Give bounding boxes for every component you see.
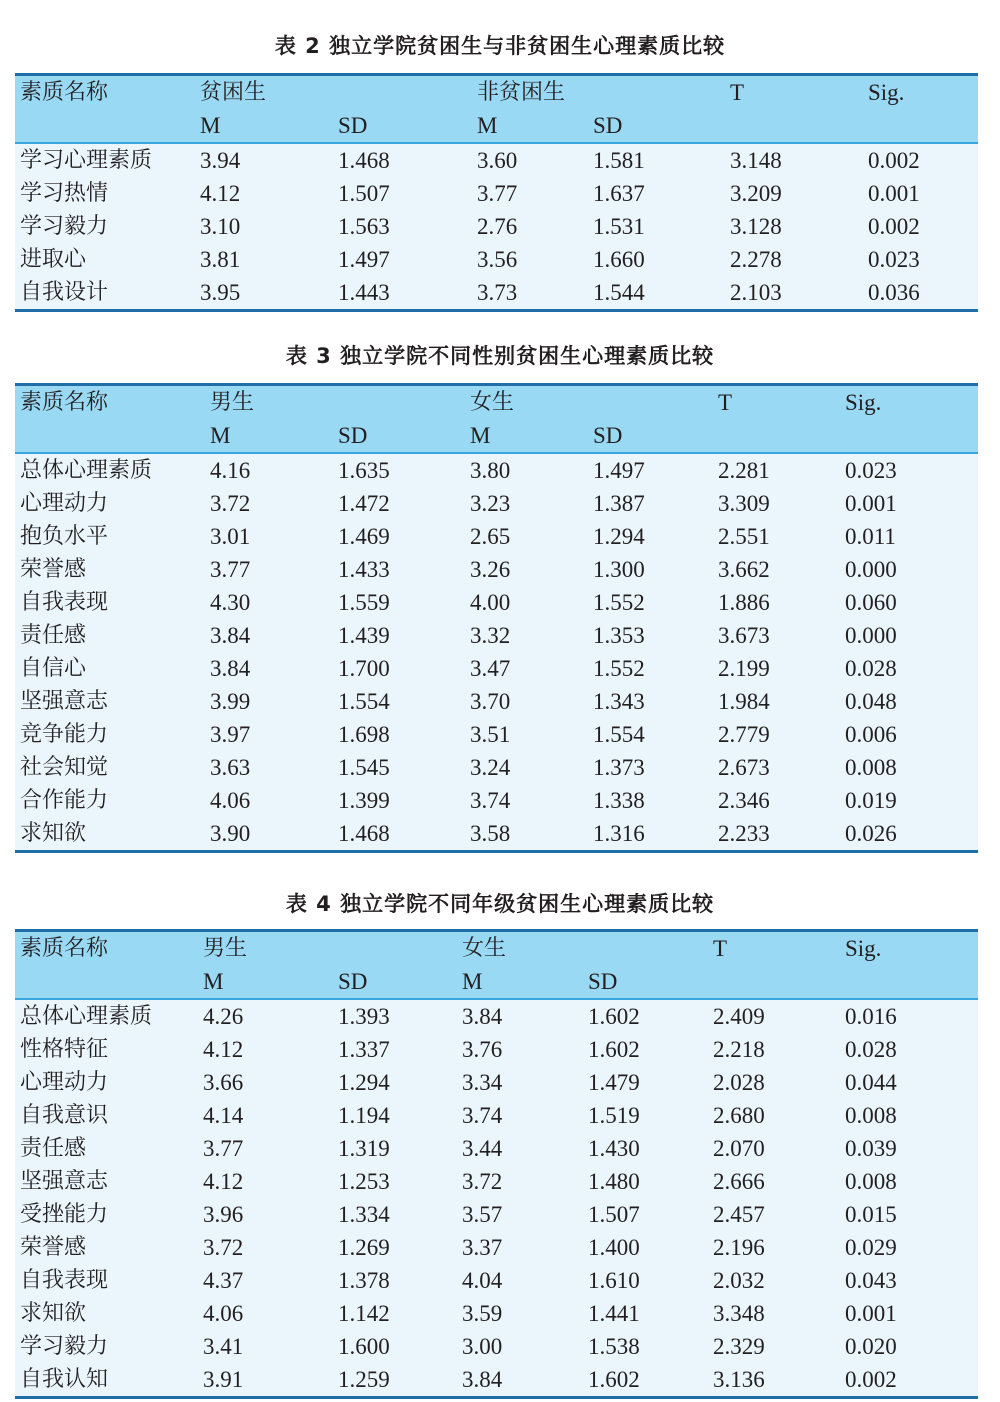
cell-sd2: 1.552	[593, 590, 645, 615]
table-row	[15, 177, 978, 210]
table-body	[15, 144, 978, 309]
table-row	[15, 718, 978, 751]
cell-m2: 3.76	[462, 1037, 503, 1062]
cell-name: 自信心	[20, 656, 87, 681]
table-row	[15, 1099, 978, 1132]
table-row	[15, 144, 978, 177]
cell-m2: 4.00	[470, 590, 511, 615]
cell-m1: 3.91	[203, 1367, 244, 1392]
cell-sd1: 1.468	[338, 148, 390, 173]
data-table	[15, 73, 978, 312]
cell-m1: 3.95	[200, 280, 241, 305]
header-group-1: 贫困生	[200, 80, 267, 105]
cell-name: 竞争能力	[20, 722, 109, 747]
cell-sd2: 1.480	[588, 1169, 640, 1194]
cell-m2: 3.74	[462, 1103, 503, 1128]
cell-name: 责任感	[20, 1136, 87, 1161]
cell-m2: 3.84	[462, 1367, 503, 1392]
table-body	[15, 454, 978, 850]
cell-m1: 3.77	[203, 1136, 244, 1161]
header-name: 素质名称	[20, 936, 109, 961]
cell-m2: 3.59	[462, 1301, 503, 1326]
cell-t: 1.984	[718, 689, 770, 714]
cell-sd2: 1.316	[593, 821, 645, 846]
table-header	[15, 932, 978, 1000]
cell-m2: 3.37	[462, 1235, 503, 1260]
table-row	[15, 1165, 978, 1198]
header-group-2: 女生	[462, 936, 507, 961]
table-row	[15, 751, 978, 784]
header-row-groups	[15, 386, 978, 419]
header-m2: M	[462, 969, 483, 994]
table-row	[15, 1198, 978, 1231]
table-caption: 表 3 独立学院不同性别贫困生心理素质比较	[285, 344, 715, 368]
cell-m2: 3.70	[470, 689, 511, 714]
cell-sd2: 1.497	[593, 458, 645, 483]
cell-sig: 0.020	[845, 1334, 897, 1359]
table-row	[15, 1231, 978, 1264]
cell-t: 2.680	[713, 1103, 765, 1128]
cell-sd1: 1.194	[338, 1103, 390, 1128]
cell-sig: 0.001	[868, 181, 920, 206]
cell-sig: 0.002	[868, 148, 920, 173]
cell-m2: 3.34	[462, 1070, 503, 1095]
cell-t: 3.136	[713, 1367, 765, 1392]
cell-m2: 3.44	[462, 1136, 503, 1161]
header-sig: Sig.	[845, 390, 882, 415]
cell-sd2: 1.441	[588, 1301, 640, 1326]
header-m1: M	[200, 113, 221, 138]
cell-sd2: 1.387	[593, 491, 645, 516]
cell-m2: 3.32	[470, 623, 511, 648]
cell-m2: 2.65	[470, 524, 511, 549]
header-sd1: SD	[338, 423, 368, 448]
cell-sd2: 1.430	[588, 1136, 640, 1161]
table-row	[15, 817, 978, 850]
cell-sd1: 1.563	[338, 214, 390, 239]
cell-m2: 3.77	[477, 181, 518, 206]
cell-name: 学习热情	[20, 181, 109, 206]
cell-sig: 0.028	[845, 656, 897, 681]
cell-t: 2.346	[718, 788, 770, 813]
header-sd1: SD	[338, 113, 368, 138]
cell-t: 3.148	[730, 148, 782, 173]
cell-t: 2.032	[713, 1268, 765, 1293]
cell-t: 3.673	[718, 623, 770, 648]
header-sd2: SD	[593, 113, 623, 138]
cell-name: 自我表现	[20, 590, 109, 615]
cell-sd2: 1.581	[593, 148, 645, 173]
cell-sd1: 1.378	[338, 1268, 390, 1293]
cell-t: 2.196	[713, 1235, 765, 1260]
cell-sd2: 1.300	[593, 557, 645, 582]
cell-sig: 0.043	[845, 1268, 897, 1293]
cell-m1: 3.96	[203, 1202, 244, 1227]
header-row-stats	[15, 965, 978, 998]
cell-sd1: 1.399	[338, 788, 390, 813]
cell-sig: 0.023	[868, 247, 920, 272]
cell-name: 自我表现	[20, 1268, 109, 1293]
table-row	[15, 652, 978, 685]
cell-name: 合作能力	[20, 788, 109, 813]
cell-sd2: 1.353	[593, 623, 645, 648]
cell-name: 心理动力	[20, 1070, 109, 1095]
cell-sd1: 1.469	[338, 524, 390, 549]
header-sig: Sig.	[868, 80, 905, 105]
cell-name: 求知欲	[20, 1301, 87, 1326]
cell-m2: 3.72	[462, 1169, 503, 1194]
header-t: T	[718, 390, 733, 415]
cell-sd2: 1.660	[593, 247, 645, 272]
table-header	[15, 76, 978, 144]
header-sd2: SD	[588, 969, 618, 994]
cell-t: 2.199	[718, 656, 770, 681]
cell-sig: 0.044	[845, 1070, 897, 1095]
header-row-groups	[15, 76, 978, 109]
cell-sd1: 1.439	[338, 623, 390, 648]
cell-m1: 4.12	[200, 181, 241, 206]
table-row	[15, 243, 978, 276]
cell-t: 3.209	[730, 181, 782, 206]
header-sd2: SD	[593, 423, 623, 448]
cell-sd2: 1.602	[588, 1004, 640, 1029]
cell-m1: 4.26	[203, 1004, 244, 1029]
table-row	[15, 619, 978, 652]
table-row	[15, 1330, 978, 1363]
header-t: T	[730, 80, 745, 105]
cell-sig: 0.000	[845, 557, 897, 582]
cell-m1: 3.41	[203, 1334, 244, 1359]
cell-sd1: 1.433	[338, 557, 390, 582]
cell-sd1: 1.497	[338, 247, 390, 272]
table-row	[15, 1363, 978, 1396]
cell-t: 2.028	[713, 1070, 765, 1095]
cell-sd1: 1.698	[338, 722, 390, 747]
cell-sd1: 1.468	[338, 821, 390, 846]
cell-name: 总体心理素质	[20, 1004, 153, 1029]
cell-sd2: 1.610	[588, 1268, 640, 1293]
cell-sig: 0.036	[868, 280, 920, 305]
table-row	[15, 487, 978, 520]
cell-sd1: 1.545	[338, 755, 390, 780]
cell-sd1: 1.600	[338, 1334, 390, 1359]
header-row-stats	[15, 419, 978, 452]
cell-m1: 4.06	[203, 1301, 244, 1326]
cell-sd2: 1.602	[588, 1367, 640, 1392]
cell-t: 2.673	[718, 755, 770, 780]
cell-m1: 4.30	[210, 590, 251, 615]
cell-m1: 3.84	[210, 656, 251, 681]
header-m1: M	[210, 423, 231, 448]
header-group-1: 男生	[203, 936, 248, 961]
cell-sd1: 1.337	[338, 1037, 390, 1062]
cell-m1: 3.90	[210, 821, 251, 846]
cell-sig: 0.039	[845, 1136, 897, 1161]
cell-sd2: 1.343	[593, 689, 645, 714]
cell-sig: 0.011	[845, 524, 896, 549]
header-sd1: SD	[338, 969, 368, 994]
header-m1: M	[203, 969, 224, 994]
header-group-2: 女生	[470, 390, 515, 415]
cell-sig: 0.002	[868, 214, 920, 239]
cell-sig: 0.008	[845, 1103, 897, 1128]
table-row	[15, 1000, 978, 1033]
header-name: 素质名称	[20, 80, 109, 105]
cell-m1: 3.94	[200, 148, 241, 173]
cell-name: 自我设计	[20, 280, 109, 305]
cell-name: 进取心	[20, 247, 87, 272]
header-name: 素质名称	[20, 390, 109, 415]
table-row	[15, 586, 978, 619]
cell-m2: 2.76	[477, 214, 518, 239]
cell-sd1: 1.294	[338, 1070, 390, 1095]
table-row	[15, 784, 978, 817]
cell-sig: 0.060	[845, 590, 897, 615]
cell-name: 自我认知	[20, 1367, 109, 1392]
cell-sd1: 1.269	[338, 1235, 390, 1260]
cell-t: 3.348	[713, 1301, 765, 1326]
cell-m2: 3.58	[470, 821, 511, 846]
cell-sig: 0.019	[845, 788, 897, 813]
cell-sig: 0.028	[845, 1037, 897, 1062]
cell-sd2: 1.294	[593, 524, 645, 549]
cell-m2: 3.73	[477, 280, 518, 305]
cell-sig: 0.006	[845, 722, 897, 747]
cell-m1: 3.81	[200, 247, 241, 272]
table-header	[15, 386, 978, 454]
cell-sd2: 1.552	[593, 656, 645, 681]
cell-m1: 3.72	[203, 1235, 244, 1260]
cell-t: 3.128	[730, 214, 782, 239]
table-row	[15, 1297, 978, 1330]
cell-name: 学习毅力	[20, 1334, 109, 1359]
cell-sd1: 1.319	[338, 1136, 390, 1161]
cell-sd1: 1.507	[338, 181, 390, 206]
cell-sd2: 1.373	[593, 755, 645, 780]
cell-name: 学习毅力	[20, 214, 109, 239]
cell-sig: 0.001	[845, 491, 897, 516]
cell-name: 荣誉感	[20, 557, 87, 582]
cell-name: 性格特征	[20, 1037, 109, 1062]
cell-t: 2.281	[718, 458, 770, 483]
cell-m2: 3.47	[470, 656, 511, 681]
cell-sd1: 1.635	[338, 458, 390, 483]
cell-m2: 3.80	[470, 458, 511, 483]
table-row	[15, 210, 978, 243]
cell-sig: 0.002	[845, 1367, 897, 1392]
cell-m2: 3.26	[470, 557, 511, 582]
cell-t: 3.309	[718, 491, 770, 516]
cell-name: 责任感	[20, 623, 87, 648]
cell-m1: 3.66	[203, 1070, 244, 1095]
cell-sd1: 1.334	[338, 1202, 390, 1227]
cell-t: 2.278	[730, 247, 782, 272]
cell-name: 受挫能力	[20, 1202, 109, 1227]
header-group-1: 男生	[210, 390, 255, 415]
cell-sd2: 1.338	[593, 788, 645, 813]
cell-sd2: 1.554	[593, 722, 645, 747]
cell-m1: 4.06	[210, 788, 251, 813]
cell-sd2: 1.531	[593, 214, 645, 239]
header-m2: M	[477, 113, 498, 138]
table-row	[15, 520, 978, 553]
cell-m1: 4.12	[203, 1169, 244, 1194]
header-row-groups	[15, 932, 978, 965]
table-row	[15, 276, 978, 309]
cell-m2: 3.51	[470, 722, 511, 747]
cell-sd1: 1.554	[338, 689, 390, 714]
cell-m1: 3.84	[210, 623, 251, 648]
cell-sig: 0.029	[845, 1235, 897, 1260]
cell-m2: 3.60	[477, 148, 518, 173]
table-caption: 表 2 独立学院贫困生与非贫困生心理素质比较	[274, 34, 726, 58]
cell-t: 2.779	[718, 722, 770, 747]
cell-sig: 0.001	[845, 1301, 897, 1326]
table-row	[15, 553, 978, 586]
cell-m2: 3.74	[470, 788, 511, 813]
cell-m1: 3.10	[200, 214, 241, 239]
cell-name: 社会知觉	[20, 755, 109, 780]
cell-m1: 3.63	[210, 755, 251, 780]
cell-sig: 0.026	[845, 821, 897, 846]
cell-name: 求知欲	[20, 821, 87, 846]
cell-sd2: 1.637	[593, 181, 645, 206]
cell-m2: 3.56	[477, 247, 518, 272]
cell-t: 2.329	[713, 1334, 765, 1359]
cell-sig: 0.023	[845, 458, 897, 483]
data-table	[15, 929, 978, 1399]
cell-name: 心理动力	[20, 491, 109, 516]
cell-sd2: 1.602	[588, 1037, 640, 1062]
cell-t: 2.218	[713, 1037, 765, 1062]
cell-m1: 4.16	[210, 458, 251, 483]
cell-sd1: 1.472	[338, 491, 390, 516]
cell-sd2: 1.538	[588, 1334, 640, 1359]
cell-m2: 3.84	[462, 1004, 503, 1029]
cell-t: 2.666	[713, 1169, 765, 1194]
cell-sig: 0.016	[845, 1004, 897, 1029]
cell-sd2: 1.519	[588, 1103, 640, 1128]
cell-t: 2.070	[713, 1136, 765, 1161]
table-row	[15, 454, 978, 487]
cell-t: 3.662	[718, 557, 770, 582]
cell-m1: 3.99	[210, 689, 251, 714]
cell-sd2: 1.507	[588, 1202, 640, 1227]
header-group-2: 非贫困生	[477, 80, 566, 105]
cell-sd2: 1.400	[588, 1235, 640, 1260]
table-row	[15, 685, 978, 718]
cell-sd2: 1.479	[588, 1070, 640, 1095]
cell-m1: 4.37	[203, 1268, 244, 1293]
table-body	[15, 1000, 978, 1396]
cell-m2: 3.24	[470, 755, 511, 780]
cell-m1: 3.77	[210, 557, 251, 582]
table-row	[15, 1066, 978, 1099]
cell-name: 坚强意志	[20, 1169, 109, 1194]
cell-sd1: 1.443	[338, 280, 390, 305]
cell-m2: 4.04	[462, 1268, 503, 1293]
cell-t: 2.409	[713, 1004, 765, 1029]
header-sig: Sig.	[845, 936, 882, 961]
cell-m2: 3.23	[470, 491, 511, 516]
cell-m1: 3.01	[210, 524, 251, 549]
header-m2: M	[470, 423, 491, 448]
cell-name: 抱负水平	[20, 524, 109, 549]
data-table	[15, 383, 978, 853]
cell-sd2: 1.544	[593, 280, 645, 305]
cell-sig: 0.000	[845, 623, 897, 648]
cell-name: 学习心理素质	[20, 148, 153, 173]
cell-t: 1.886	[718, 590, 770, 615]
cell-sd1: 1.142	[338, 1301, 390, 1326]
cell-name: 荣誉感	[20, 1235, 87, 1260]
cell-sd1: 1.253	[338, 1169, 390, 1194]
cell-m2: 3.00	[462, 1334, 503, 1359]
cell-sig: 0.048	[845, 689, 897, 714]
cell-t: 2.551	[718, 524, 770, 549]
header-t: T	[713, 936, 728, 961]
cell-sig: 0.008	[845, 755, 897, 780]
cell-sd1: 1.700	[338, 656, 390, 681]
cell-m1: 4.14	[203, 1103, 244, 1128]
table-row	[15, 1033, 978, 1066]
cell-t: 2.103	[730, 280, 782, 305]
cell-m1: 3.72	[210, 491, 251, 516]
cell-sd1: 1.259	[338, 1367, 390, 1392]
cell-m1: 3.97	[210, 722, 251, 747]
cell-sig: 0.008	[845, 1169, 897, 1194]
table-row	[15, 1132, 978, 1165]
cell-t: 2.457	[713, 1202, 765, 1227]
cell-m1: 4.12	[203, 1037, 244, 1062]
header-row-stats	[15, 109, 978, 142]
cell-sd1: 1.393	[338, 1004, 390, 1029]
cell-sig: 0.015	[845, 1202, 897, 1227]
cell-name: 坚强意志	[20, 689, 109, 714]
cell-sd1: 1.559	[338, 590, 390, 615]
cell-m2: 3.57	[462, 1202, 503, 1227]
table-caption: 表 4 独立学院不同年级贫困生心理素质比较	[285, 892, 715, 916]
table-row	[15, 1264, 978, 1297]
cell-name: 自我意识	[20, 1103, 109, 1128]
cell-name: 总体心理素质	[20, 458, 153, 483]
cell-t: 2.233	[718, 821, 770, 846]
